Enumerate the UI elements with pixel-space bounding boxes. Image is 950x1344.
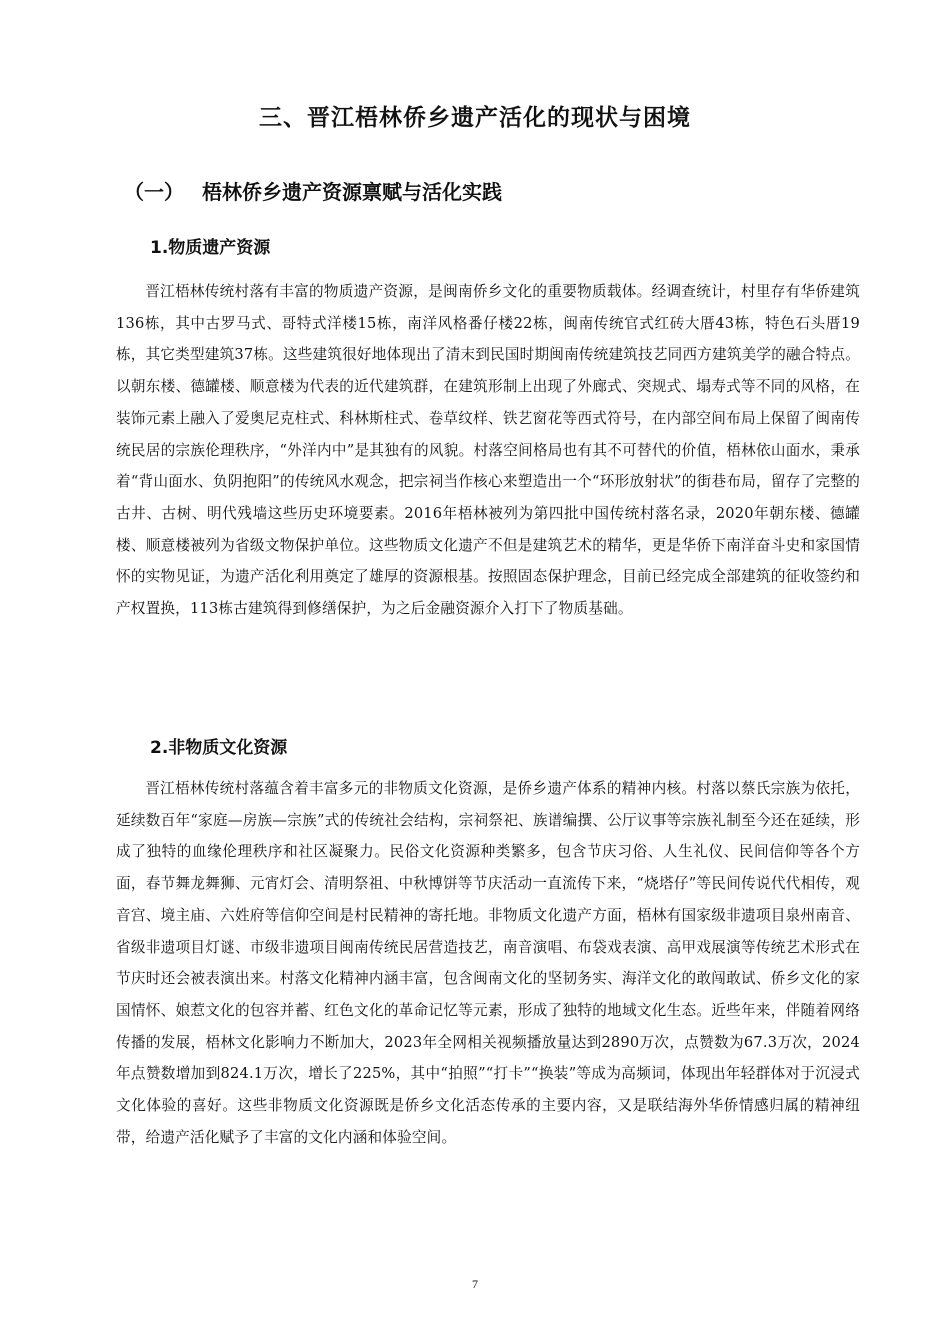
paragraph-material-heritage: 晋江梧林传统村落有丰富的物质遗产资源，是闽南侨乡文化的重要物质载体。经调查统计，村里存有华侨建筑136栋，其中古罗马式、哥特式洋楼15栋，南洋风格番仔楼22栋，闽南传统官式红砖大厝43栋，特色石头厝19栋，其它类型建筑37栋。这些建筑很好地体现出了清末到民国时期闽南传统建筑技艺同西方建筑美学的融合特点。以朝东楼、德罐楼、顺意楼为代表的近代建筑群，在建筑形制上出现了外廊式、突规式、塌寿式等不同的风格，在装饰元素上融入了爱奥尼克柱式、科林斯柱式、卷草纹样、铁艺窗花等西式符号，在内部空间布局上保留了闽南传统民居的宗族伦理秩序，“外洋内中”是其独有的风貌。村落空间格局也有其不可替代的价值，梧林依山面水，秉承着“背山面水、负阴抱阳”的传统风水观念，把宗祠当作核心来塑造出一个“环形放射状”的街巷布局，留存了完整的古井、古树、明代残墙这些历史环境要素。2016年梧林被列为第四批中国传统村落名录，2020年朝东楼、德罐楼、顺意楼被列为省级文物保护单位。这些物质文化遗产不但是建筑艺术的精华，更是华侨下南洋奋斗史和家国情怀的实物见证，为遗产活化利用奠定了雄厚的资源根基。按照固态保护理念，目前已经完成全部建筑的征收签约和产权置换，113栋古建筑得到修缮保护，为之后金融资源介入打下了物质基础。 (116, 283, 860, 618)
chapter-title: 三、晋江梧林侨乡遗产活化的现状与困境 (259, 105, 691, 131)
section-title-text: 梧林侨乡遗产资源禀赋与活化实践 (202, 180, 502, 204)
paragraph-intangible-heritage: 晋江梧林传统村落蕴含着丰富多元的非物质文化资源，是侨乡遗产体系的精神内核。村落以蔡氏宗族为依托，延续数百年“家庭—房族—宗族”式的传统社会结构，宗祠祭祀、族谱编撰、公厅议事等宗族礼制至今还在延续，形成了独特的血缘伦理秩序和社区凝聚力。民俗文化资源种类繁多，包含节庆习俗、人生礼仪、民间信仰等各个方面，春节舞龙舞狮、元宵灯会、清明祭祖、中秋博饼等节庆活动一直流传下来，“烧塔仔”等民间传说代代相传，观音宫、境主庙、六姓府等信仰空间是村民精神的寄托地。非物质文化遗产方面，梧林有国家级非遗项目泉州南音、省级非遗项目灯谜、市级非遗项目闽南传统民居营造技艺，南音演唱、布袋戏表演、高甲戏展演等传统艺术形式在节庆时还会被表演出来。村落文化精神内涵丰富，包含闽南文化的坚韧务实、海洋文化的敢闯敢试、侨乡文化的家国情怀、娘惹文化的包容并蓄、红色文化的革命记忆等元素，形成了独特的地域文化生态。近些年来，伴随着网络传播的发展，梧林文化影响力不断加大，2023年全网相关视频播放量达到2890万次，点赞数为67.3万次，2024年点赞数增加到824.1万次，增长了225%，其中“拍照”“打卡”“换装”等成为高频词，体现出年轻群体对于沉浸式文化体验的喜好。这些非物质文化资源既是侨乡文化活态传承的主要内容，又是联结海外华侨情感归属的精神纽带，给遗产活化赋予了丰富的文化内涵和体验空间。 (116, 780, 860, 1146)
page-number: 7 (472, 1277, 478, 1291)
subsection-title-intangible: 2.非物质文化资源 (150, 738, 288, 758)
section-number: （一） (124, 180, 184, 204)
subsection-title-material: 1.物质遗产资源 (150, 238, 271, 258)
section-title (124, 176, 502, 205)
